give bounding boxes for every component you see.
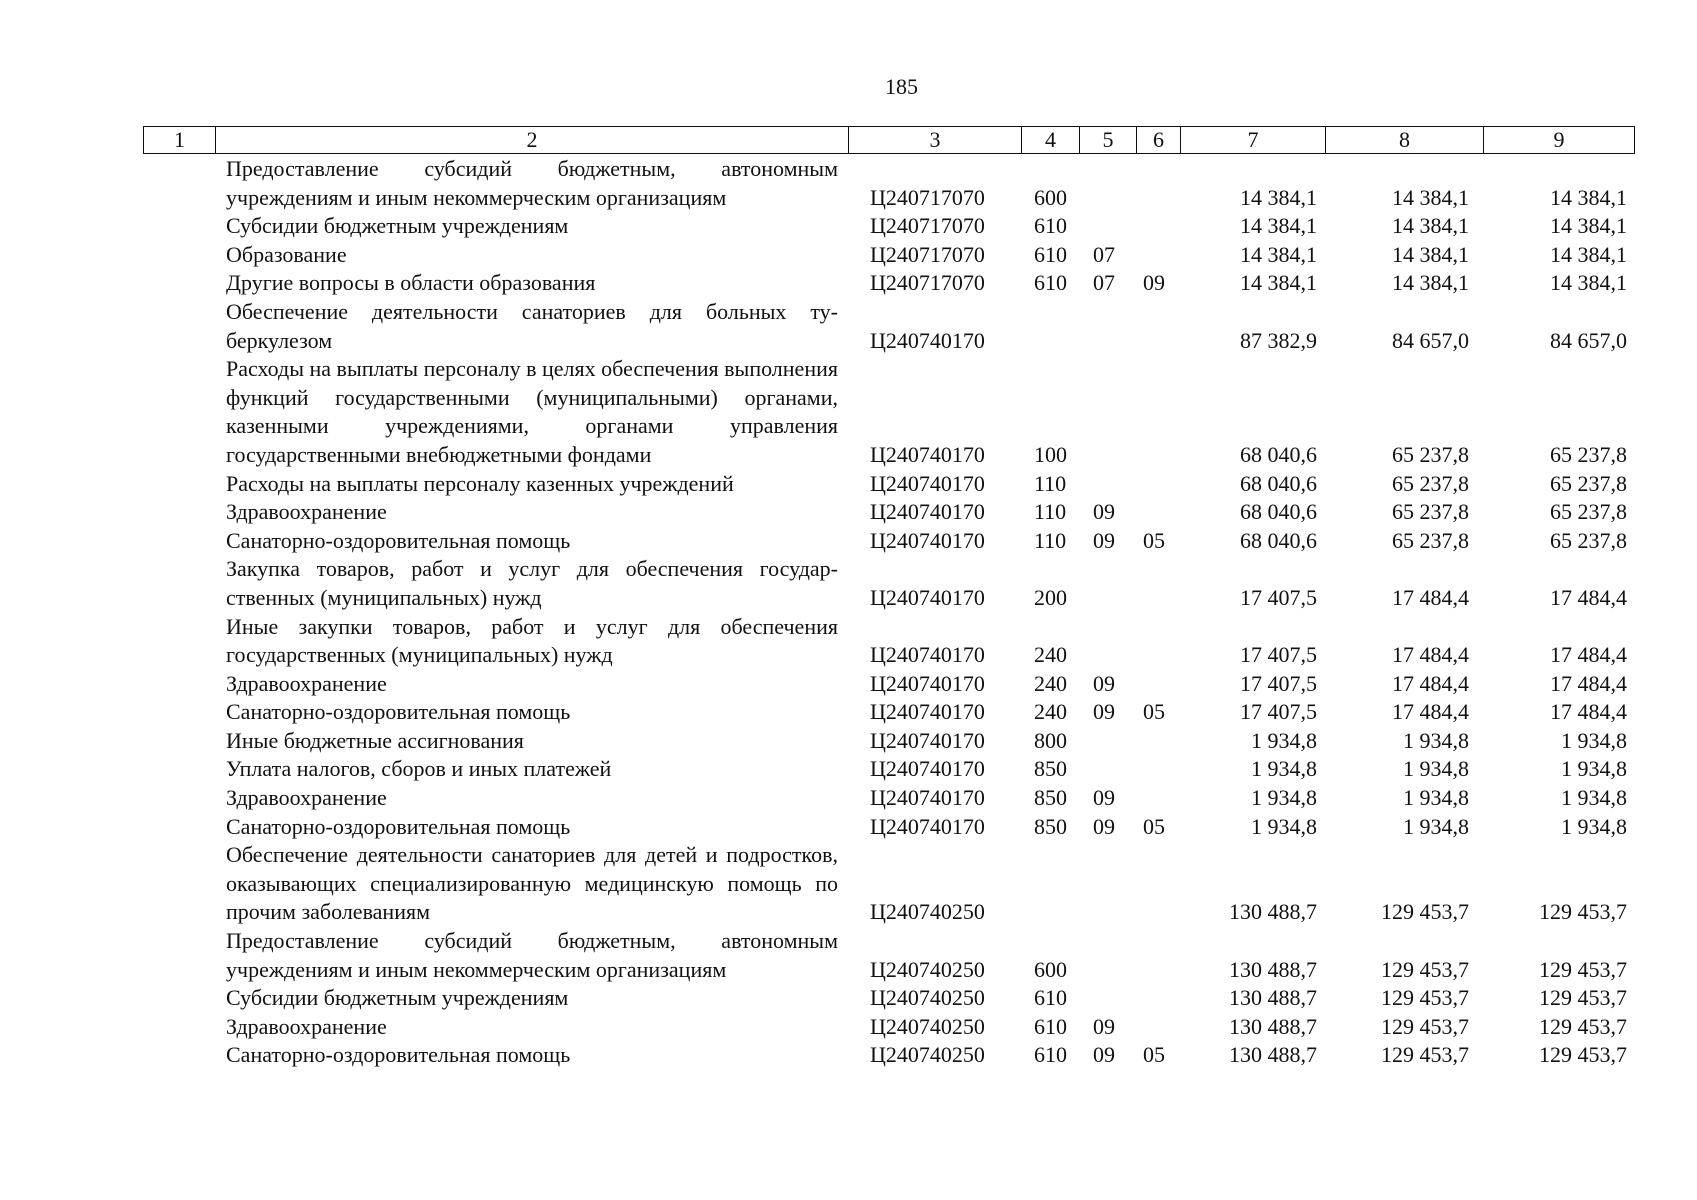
amount-year-1: 1 934,8 xyxy=(1251,756,1317,782)
amount-year-3: 129 453,7 xyxy=(1539,899,1627,925)
amount-year-2: 14 384,1 xyxy=(1392,213,1469,239)
subsection-code: 05 xyxy=(1143,813,1165,839)
amount-year-2: 1 934,8 xyxy=(1403,756,1469,782)
amount-year-3: 17 484,4 xyxy=(1550,699,1627,725)
section-code: 07 xyxy=(1093,270,1115,296)
target-article-code: Ц240740250 xyxy=(870,985,985,1011)
table-row xyxy=(0,927,1697,984)
amount-year-3: 129 453,7 xyxy=(1539,1013,1627,1039)
column-header-8: 8 xyxy=(1326,127,1484,154)
table-row xyxy=(0,670,1697,699)
target-article-code: Ц240740170 xyxy=(870,785,985,811)
row-description: Субсидии бюджетным учреждениям xyxy=(226,213,569,239)
row-description: Закупка товаров, работ и услуг для обеспечения государственных (муниципальных) нужд xyxy=(226,556,838,610)
target-article-code: Ц240740250 xyxy=(870,1013,985,1039)
section-code: 09 xyxy=(1093,699,1115,725)
target-article-code: Ц240740170 xyxy=(870,441,985,467)
target-article-code: Ц240740250 xyxy=(870,956,985,982)
amount-year-1: 17 407,5 xyxy=(1240,699,1317,725)
column-number-header xyxy=(143,126,1635,154)
amount-year-1: 130 488,7 xyxy=(1229,899,1317,925)
target-article-code: Ц240740170 xyxy=(870,327,985,353)
table-row xyxy=(0,212,1697,241)
amount-year-3: 129 453,7 xyxy=(1539,1042,1627,1068)
amount-year-3: 65 237,8 xyxy=(1550,499,1627,525)
row-description: Иные бюджетные ассигнования xyxy=(226,727,524,753)
amount-year-3: 17 484,4 xyxy=(1550,584,1627,610)
target-article-code: Ц240740170 xyxy=(870,527,985,553)
amount-year-3: 17 484,4 xyxy=(1550,670,1627,696)
row-description: Здравоохранение xyxy=(226,785,387,811)
amount-year-2: 65 237,8 xyxy=(1392,527,1469,553)
target-article-code: Ц240717070 xyxy=(870,241,985,267)
row-description: Здравоохранение xyxy=(226,1013,387,1039)
expense-type-code: 240 xyxy=(1034,642,1067,668)
section-code: 09 xyxy=(1093,670,1115,696)
column-header-4: 4 xyxy=(1022,127,1080,154)
expense-type-code: 110 xyxy=(1034,470,1067,496)
amount-year-2: 129 453,7 xyxy=(1381,985,1469,1011)
amount-year-2: 129 453,7 xyxy=(1381,899,1469,925)
row-description: Субсидии бюджетным учреждениям xyxy=(226,985,569,1011)
amount-year-3: 1 934,8 xyxy=(1561,813,1627,839)
row-description: Образование xyxy=(226,241,347,267)
amount-year-3: 65 237,8 xyxy=(1550,527,1627,553)
row-description: Уплата налогов, сборов и иных платежей xyxy=(226,756,612,782)
amount-year-2: 65 237,8 xyxy=(1392,499,1469,525)
amount-year-1: 1 934,8 xyxy=(1251,813,1317,839)
amount-year-1: 130 488,7 xyxy=(1229,985,1317,1011)
amount-year-1: 17 407,5 xyxy=(1240,642,1317,668)
amount-year-3: 129 453,7 xyxy=(1539,956,1627,982)
target-article-code: Ц240740170 xyxy=(870,756,985,782)
table-row xyxy=(0,698,1697,727)
amount-year-1: 68 040,6 xyxy=(1240,527,1317,553)
amount-year-1: 14 384,1 xyxy=(1240,184,1317,210)
subsection-code: 09 xyxy=(1143,270,1165,296)
section-code: 09 xyxy=(1093,1042,1115,1068)
expense-type-code: 610 xyxy=(1034,1013,1067,1039)
amount-year-1: 130 488,7 xyxy=(1229,1042,1317,1068)
amount-year-3: 14 384,1 xyxy=(1550,184,1627,210)
amount-year-1: 14 384,1 xyxy=(1240,213,1317,239)
table-row xyxy=(0,984,1697,1013)
section-code: 09 xyxy=(1093,527,1115,553)
column-header-2: 2 xyxy=(216,127,849,154)
amount-year-2: 1 934,8 xyxy=(1403,785,1469,811)
amount-year-1: 1 934,8 xyxy=(1251,785,1317,811)
expense-type-code: 110 xyxy=(1034,499,1067,525)
table-row xyxy=(0,470,1697,499)
amount-year-3: 1 934,8 xyxy=(1561,756,1627,782)
amount-year-3: 14 384,1 xyxy=(1550,270,1627,296)
target-article-code: Ц240740170 xyxy=(870,727,985,753)
amount-year-3: 84 657,0 xyxy=(1550,327,1627,353)
subsection-code: 05 xyxy=(1143,1042,1165,1068)
amount-year-2: 65 237,8 xyxy=(1392,441,1469,467)
expense-type-code: 600 xyxy=(1034,956,1067,982)
amount-year-1: 1 934,8 xyxy=(1251,727,1317,753)
amount-year-1: 130 488,7 xyxy=(1229,1013,1317,1039)
amount-year-1: 130 488,7 xyxy=(1229,956,1317,982)
amount-year-3: 14 384,1 xyxy=(1550,213,1627,239)
subsection-code: 05 xyxy=(1143,699,1165,725)
amount-year-1: 87 382,9 xyxy=(1240,327,1317,353)
amount-year-3: 14 384,1 xyxy=(1550,241,1627,267)
target-article-code: Ц240717070 xyxy=(870,213,985,239)
amount-year-3: 65 237,8 xyxy=(1550,470,1627,496)
expense-type-code: 200 xyxy=(1034,584,1067,610)
section-code: 09 xyxy=(1093,1013,1115,1039)
table-row xyxy=(0,155,1697,212)
expense-type-code: 100 xyxy=(1034,441,1067,467)
amount-year-1: 14 384,1 xyxy=(1240,270,1317,296)
expense-type-code: 850 xyxy=(1034,756,1067,782)
target-article-code: Ц240740170 xyxy=(870,584,985,610)
expense-type-code: 610 xyxy=(1034,213,1067,239)
target-article-code: Ц240740170 xyxy=(870,670,985,696)
row-description: Здравоохранение xyxy=(226,670,387,696)
column-header-9: 9 xyxy=(1484,127,1635,154)
table-row xyxy=(0,555,1697,612)
page-number: 185 xyxy=(885,74,918,99)
target-article-code: Ц240740250 xyxy=(870,1042,985,1068)
table-row xyxy=(0,241,1697,270)
row-description: Обеспечение деятельности санаториев для больных туберкулезом xyxy=(226,298,838,353)
table-row xyxy=(0,727,1697,756)
expense-type-code: 240 xyxy=(1034,670,1067,696)
target-article-code: Ц240740170 xyxy=(870,813,985,839)
row-description: Санаторно-оздоровительная помощь xyxy=(226,699,571,725)
amount-year-2: 1 934,8 xyxy=(1403,727,1469,753)
amount-year-2: 17 484,4 xyxy=(1392,584,1469,610)
amount-year-2: 17 484,4 xyxy=(1392,670,1469,696)
section-code: 09 xyxy=(1093,785,1115,811)
table-row xyxy=(0,1013,1697,1042)
amount-year-1: 68 040,6 xyxy=(1240,441,1317,467)
expense-type-code: 610 xyxy=(1034,241,1067,267)
expense-type-code: 600 xyxy=(1034,184,1067,210)
section-code: 07 xyxy=(1093,241,1115,267)
amount-year-3: 1 934,8 xyxy=(1561,727,1627,753)
table-row xyxy=(0,498,1697,527)
expense-type-code: 610 xyxy=(1034,985,1067,1011)
row-description: Санаторно-оздоровительная помощь xyxy=(226,527,571,553)
amount-year-2: 1 934,8 xyxy=(1403,813,1469,839)
column-header-6: 6 xyxy=(1137,127,1181,154)
amount-year-2: 129 453,7 xyxy=(1381,1013,1469,1039)
amount-year-2: 84 657,0 xyxy=(1392,327,1469,353)
amount-year-2: 129 453,7 xyxy=(1381,1042,1469,1068)
amount-year-2: 17 484,4 xyxy=(1392,642,1469,668)
amount-year-3: 129 453,7 xyxy=(1539,985,1627,1011)
table-row xyxy=(0,355,1697,469)
row-description: Расходы на выплаты персоналу казенных учреждений xyxy=(226,470,734,496)
amount-year-1: 17 407,5 xyxy=(1240,670,1317,696)
amount-year-2: 17 484,4 xyxy=(1392,699,1469,725)
expense-type-code: 110 xyxy=(1034,527,1067,553)
row-description: Другие вопросы в области образования xyxy=(226,270,596,296)
expense-type-code: 240 xyxy=(1034,699,1067,725)
target-article-code: Ц240717070 xyxy=(870,270,985,296)
column-header-7: 7 xyxy=(1181,127,1326,154)
amount-year-3: 65 237,8 xyxy=(1550,441,1627,467)
target-article-code: Ц240740170 xyxy=(870,642,985,668)
table-row xyxy=(0,1041,1697,1070)
table-row xyxy=(0,269,1697,298)
column-header-5: 5 xyxy=(1080,127,1137,154)
expense-type-code: 800 xyxy=(1034,727,1067,753)
target-article-code: Ц240717070 xyxy=(870,184,985,210)
row-description: Предоставление субсидий бюджетным, автономным учреждениям и иным некоммерческим организациям xyxy=(226,928,838,982)
table-row xyxy=(0,813,1697,842)
table-row xyxy=(0,298,1697,355)
table-row xyxy=(0,784,1697,813)
row-description: Санаторно-оздоровительная помощь xyxy=(226,1042,571,1068)
amount-year-3: 1 934,8 xyxy=(1561,785,1627,811)
table-row xyxy=(0,527,1697,556)
expense-type-code: 850 xyxy=(1034,813,1067,839)
row-description: Предоставление субсидий бюджетным, автономным учреждениям и иным некоммерческим организациям xyxy=(226,156,838,210)
amount-year-2: 14 384,1 xyxy=(1392,184,1469,210)
amount-year-1: 14 384,1 xyxy=(1240,241,1317,267)
table-row xyxy=(0,613,1697,670)
amount-year-1: 17 407,5 xyxy=(1240,584,1317,610)
column-header-1: 1 xyxy=(144,127,216,154)
target-article-code: Ц240740170 xyxy=(870,470,985,496)
row-description: Иные закупки товаров, работ и услуг для обеспечения государственных (муниципальных) нужд xyxy=(226,613,838,668)
row-description: Обеспечение деятельности санаториев для детей и подростков, оказывающих специализированную медицинскую помощь по прочим заболеваниям xyxy=(226,842,838,925)
target-article-code: Ц240740170 xyxy=(870,699,985,725)
row-description: Здравоохранение xyxy=(226,499,387,525)
row-description: Расходы на выплаты персоналу в целях обеспечения выполнения функций государственными (муниципальными) органами, казенными учреждениями, органами управления государственными внебюджетными фондами xyxy=(226,356,838,467)
table-row xyxy=(0,841,1697,927)
section-code: 09 xyxy=(1093,499,1115,525)
budget-table-body xyxy=(0,155,1697,1070)
expense-type-code: 610 xyxy=(1034,270,1067,296)
table-row xyxy=(0,755,1697,784)
column-header-3: 3 xyxy=(849,127,1022,154)
expense-type-code: 850 xyxy=(1034,785,1067,811)
amount-year-1: 68 040,6 xyxy=(1240,499,1317,525)
expense-type-code: 610 xyxy=(1034,1042,1067,1068)
row-description: Санаторно-оздоровительная помощь xyxy=(226,813,571,839)
amount-year-1: 68 040,6 xyxy=(1240,470,1317,496)
subsection-code: 05 xyxy=(1143,527,1165,553)
amount-year-2: 14 384,1 xyxy=(1392,270,1469,296)
section-code: 09 xyxy=(1093,813,1115,839)
amount-year-3: 17 484,4 xyxy=(1550,642,1627,668)
amount-year-2: 129 453,7 xyxy=(1381,956,1469,982)
target-article-code: Ц240740170 xyxy=(870,499,985,525)
amount-year-2: 65 237,8 xyxy=(1392,470,1469,496)
target-article-code: Ц240740250 xyxy=(870,899,985,925)
amount-year-2: 14 384,1 xyxy=(1392,241,1469,267)
